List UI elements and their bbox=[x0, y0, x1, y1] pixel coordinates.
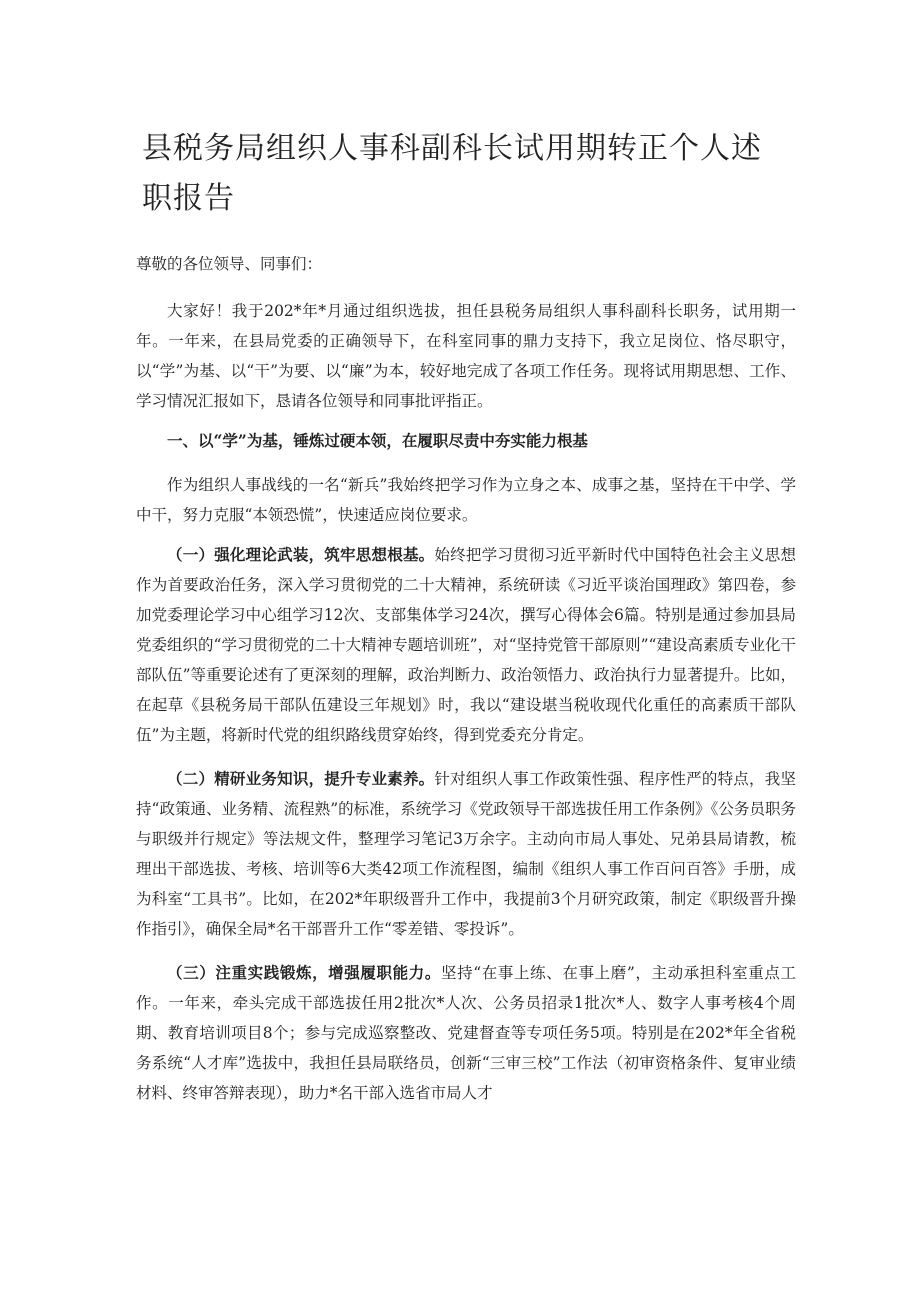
subsection-1-lead: （一）强化理论武装，筑牢思想根基。 bbox=[167, 545, 435, 564]
subsection-1-paragraph bbox=[136, 540, 796, 750]
subsection-2-body: 针对组织人事工作政策性强、程序性严的特点，我坚持“政策通、业务精、流程熟”的标准，系统学习《党政领导干部选拔任用工作条例》《公务员职务与职级并行规定》等法规文件，整理学习笔记3万余字。主动向市局人事处、兄弟县局请教，梳理出干部选拔、考核、培训等6大类42项工作流程图，编制《组织人事工作百问百答》手册，成为科室“工具书”。比如，在202*年职级晋升工作中，我提前3个月研究政策，制定《职级晋升操作指引》，确保全局*名干部晋升工作“零差错、零投诉”。 bbox=[136, 770, 796, 938]
salutation: 尊敬的各位领导、同事们： bbox=[136, 255, 323, 273]
intro-paragraph: 大家好！我于202*年*月通过组织选拔，担任县税务局组织人事科副科长职务，试用期一年。一年来，在县局党委的正确领导下，在科室同事的鼎力支持下，我立足岗位、恪尽职守，以“学”为基、以“干”为要、以“廉”为本，较好地完成了各项工作任务。现将试用期思想、工作、学习情况汇报如下，恳请各位领导和同事批评指正。 bbox=[136, 302, 796, 410]
subsection-3-paragraph bbox=[136, 958, 796, 1108]
document-body bbox=[136, 124, 796, 1122]
document-title: 县税务局组织人事科副科长试用期转正个人述职报告 bbox=[142, 131, 762, 216]
section-1-intro: 作为组织人事战线的一名“新兵”我始终把学习作为立身之本、成事之基，坚持在干中学、学中干，努力克服“本领恐慌”，快速适应岗位要求。 bbox=[136, 476, 796, 524]
subsection-2-lead: （二）精研业务知识，提升专业素养。 bbox=[167, 769, 435, 788]
subsection-2-paragraph bbox=[136, 764, 796, 944]
subsection-1-body: 始终把学习贯彻习近平新时代中国特色社会主义思想作为首要政治任务，深入学习贯彻党的二十大精神，系统研读《习近平谈治国理政》第四卷，参加党委理论学习中心组学习12次、支部集体学习24次，撰写心得体会6篇。特别是通过参加县局党委组织的“学习贯彻党的二十大精神专题培训班”，对“坚持党管干部原则”“建设高素质专业化干部队伍”等重要论述有了更深刻的理解，政治判断力、政治领悟力、政治执行力显著提升。比如，在起草《县税务局干部队伍建设三年规划》时，我以“建设堪当税收现代化重任的高素质干部队伍”为主题，将新时代党的组织路线贯穿始终，得到党委充分肯定。 bbox=[136, 546, 796, 744]
subsection-3-body: 坚持“在事上练、在事上磨”，主动承担科室重点工作。一年来，牵头完成干部选拔任用2批次*人次、公务员招录1批次*人、数字人事考核4个周期、教育培训项目8个；参与完成巡察整改、党建督查等专项任务5项。特别是在202*年全省税务系统“人才库”选拔中，我担任县局联络员，创新“三审三校”工作法（初审资格条件、复审业绩材料、终审答辩表现），助力*名干部入选省市局人才 bbox=[136, 964, 796, 1102]
section-1-heading: 一、以“学”为基，锤炼过硬本领，在履职尽责中夯实能力根基 bbox=[167, 431, 588, 450]
subsection-3-lead: （三）注重实践锻炼，增强履职能力。 bbox=[167, 963, 442, 982]
